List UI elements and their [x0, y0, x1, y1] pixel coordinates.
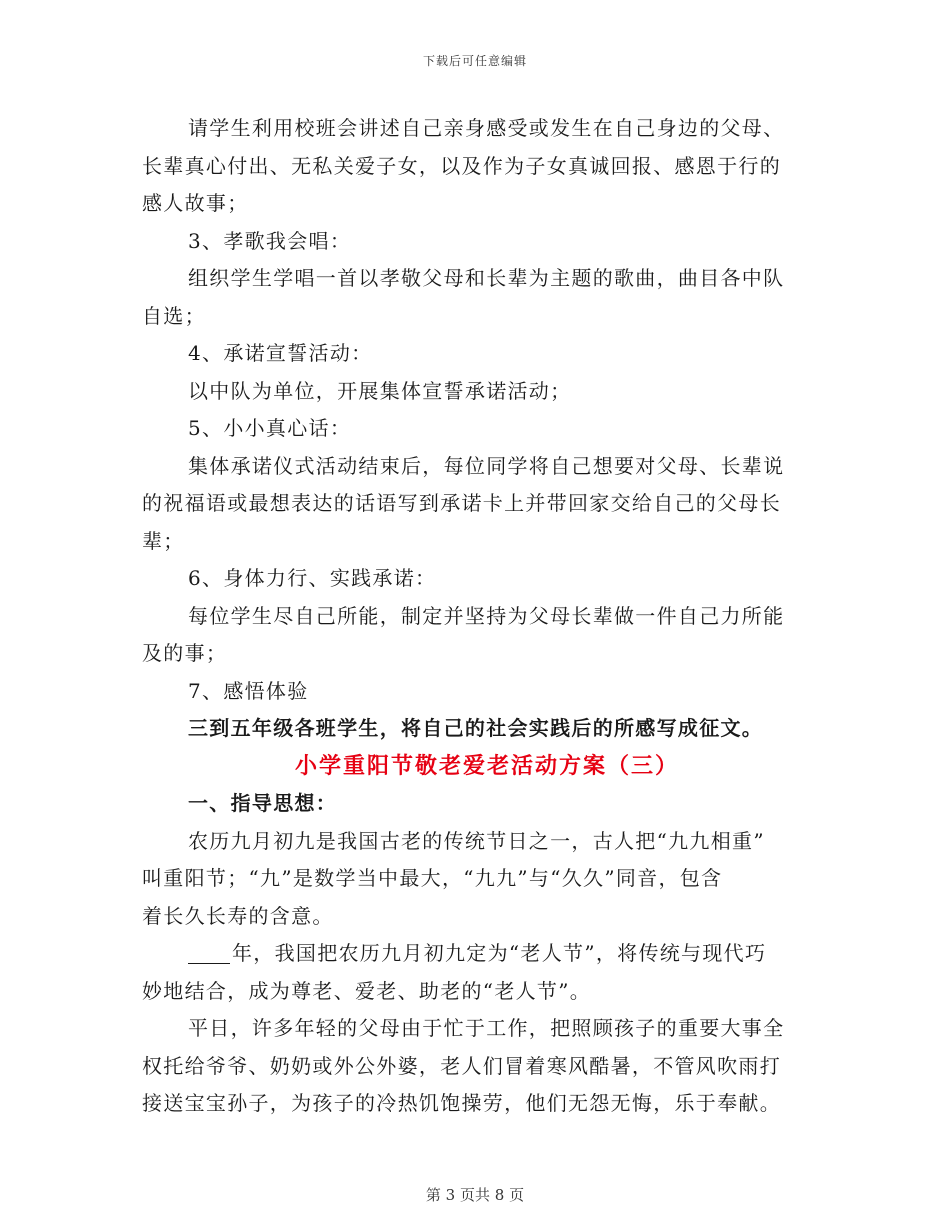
- document-body: [142, 110, 802, 1123]
- item-heading-5: 5、小小真心话：: [188, 416, 352, 440]
- paragraph-line: 接送宝宝孙子，为孩子的冷热饥饱操劳，他们无怨无悔，乐于奉献。: [142, 1091, 781, 1115]
- paragraph-line: 辈；: [142, 528, 185, 553]
- paragraph-line: 妙地结合，成为尊老、爱老、助老的“老人节”。: [142, 978, 592, 1003]
- item-heading-6: 6、身体力行、实践承诺：: [188, 566, 437, 590]
- paragraph-line: 集体承诺仪式活动结束后，每位同学将自己想要对父母、长辈说: [188, 453, 785, 478]
- page-header: 下载后可任意编辑: [422, 54, 527, 68]
- section-title: 小学重阳节敬老爱老活动方案（三）: [294, 752, 679, 779]
- item-heading-4: 4、承诺宣誓活动：: [188, 341, 373, 365]
- paragraph-line: 的祝福语或最想表达的话语写到承诺卡上并带回家交给自己的父母长: [142, 491, 781, 515]
- bold-statement: 三到五年级各班学生，将自己的社会实践后的所感写成征文。: [188, 716, 764, 740]
- paragraph-line: 平日，许多年轻的父母由于忙于工作，把照顾孩子的重要大事全: [188, 1016, 785, 1040]
- year-blank: [188, 943, 230, 964]
- paragraph-line: 权托给爷爷、奶奶或外公外婆，老人们冒着寒风酷暑，不管风吹雨打: [142, 1053, 781, 1078]
- paragraph-line: 叫重阳节；“九”是数学当中最大，“九九”与“久久”同音，包含: [142, 866, 723, 890]
- paragraph-line: 每位学生尽自己所能，制定并坚持为父母长辈做一件自己力所能: [188, 603, 785, 628]
- paragraph-line: 及的事；: [142, 641, 228, 665]
- paragraph-line: [142, 935, 802, 973]
- paragraph-line: 着长久长寿的含意。: [142, 903, 334, 928]
- paragraph-line: 农历九月初九是我国古老的传统节日之一，古人把“九九相重”: [188, 828, 765, 853]
- paragraph-line: 长辈真心付出、无私关爱子女，以及作为子女真诚回报、感恩于行的: [142, 153, 781, 178]
- paragraph-line: 感人故事；: [142, 191, 249, 215]
- item-heading-7: 7、感悟体验: [188, 678, 309, 703]
- section-heading: 一、指导思想：: [188, 791, 338, 815]
- paragraph-line: 请学生利用校班会讲述自己亲身感受或发生在自己身边的父母、: [188, 116, 785, 140]
- item-heading-3: 3、孝歌我会唱：: [188, 228, 352, 253]
- paragraph-line: 以中队为单位，开展集体宣誓承诺活动；: [188, 378, 572, 403]
- paragraph-line: 自选；: [142, 303, 206, 328]
- page-footer: 第 3 页共 8 页: [425, 1186, 525, 1204]
- paragraph-text: 年，我国把农历九月初九定为“老人节”，将传统与现代巧: [232, 941, 767, 965]
- paragraph-line: 组织学生学唱一首以孝敬父母和长辈为主题的歌曲，曲目各中队: [188, 266, 785, 290]
